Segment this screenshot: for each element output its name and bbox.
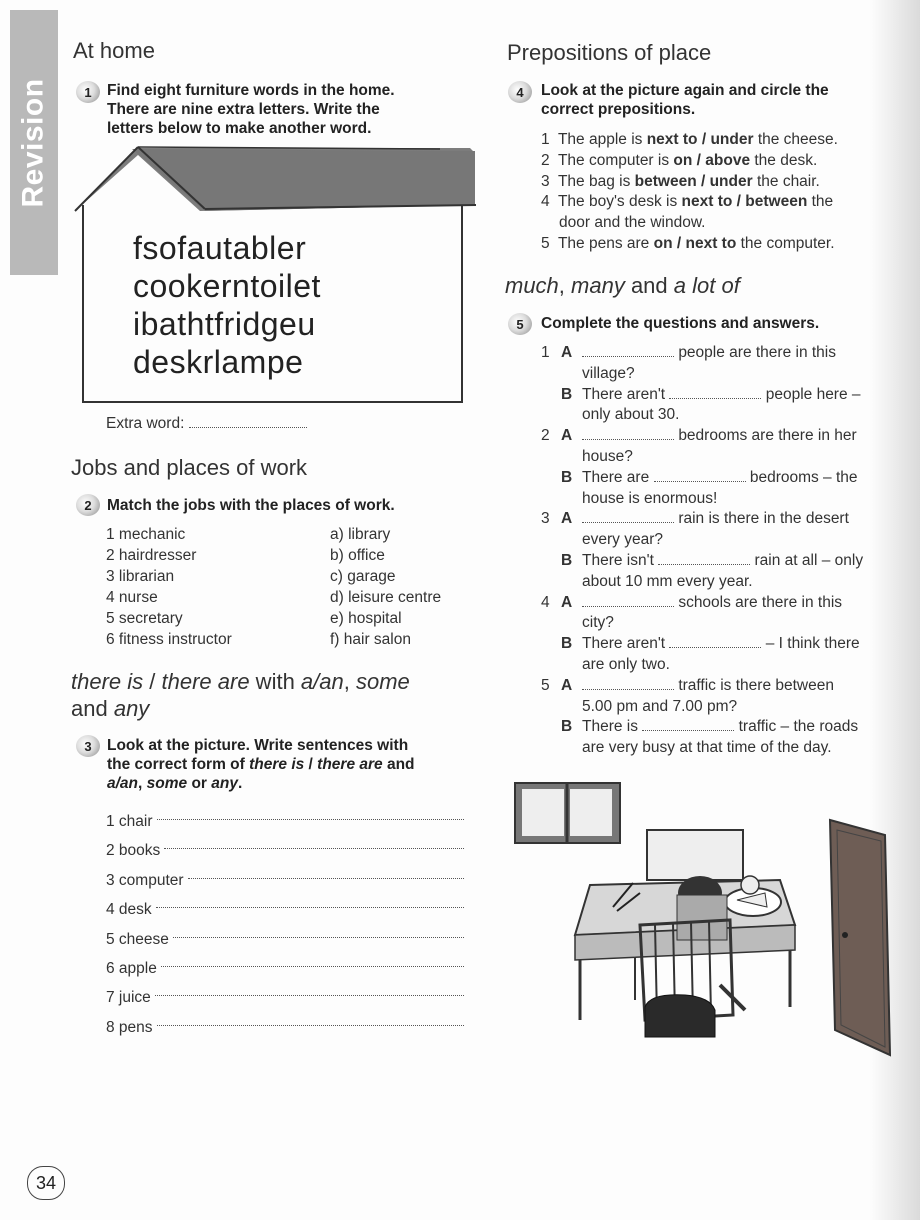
answer-line[interactable] bbox=[582, 510, 674, 523]
answer-line[interactable] bbox=[188, 866, 464, 879]
exercise-5-number: 5 bbox=[508, 313, 532, 335]
answer-line[interactable] bbox=[582, 344, 674, 357]
exercise-5-instruction: Complete the questions and answers. bbox=[541, 315, 820, 332]
answer-row: 6 apple bbox=[106, 954, 464, 983]
answer-line[interactable] bbox=[155, 983, 464, 996]
window-icon bbox=[515, 783, 620, 843]
q1-a: 1 A people are there in this bbox=[541, 344, 836, 361]
answer-row: 7 juice bbox=[106, 983, 464, 1012]
answer-line[interactable] bbox=[582, 677, 674, 690]
q3-a: 3 A rain is there in the desert bbox=[541, 510, 849, 528]
answer-row: 4 desk bbox=[106, 895, 464, 924]
word-puzzle bbox=[133, 229, 321, 381]
heading-much-many: much, many and a lot of bbox=[505, 273, 740, 298]
answer-row: 1 chair bbox=[106, 807, 464, 836]
place-item: f) hair salon bbox=[330, 631, 411, 648]
job-item: 4 nurse bbox=[106, 589, 158, 606]
q4-b: B There aren't – I think there bbox=[561, 635, 860, 653]
q1-b: B There aren't people here – bbox=[561, 385, 861, 403]
extra-word-answer-line[interactable] bbox=[189, 415, 307, 428]
places-list bbox=[330, 524, 441, 650]
answer-line[interactable] bbox=[156, 895, 464, 908]
exercise-3-number: 3 bbox=[76, 735, 100, 757]
answer-line[interactable] bbox=[157, 1013, 464, 1026]
preposition-choice[interactable]: next to / under bbox=[646, 131, 754, 148]
place-item: d) leisure centre bbox=[330, 589, 442, 606]
sentence-1: 1 The apple is next to / under the cheese. bbox=[541, 131, 838, 148]
preposition-choice[interactable]: between / under bbox=[634, 172, 753, 190]
job-item: 2 hairdresser bbox=[106, 547, 197, 564]
sentence-4: 4 The boy's desk is next to / between the bbox=[541, 193, 834, 211]
bag-icon bbox=[645, 995, 715, 1037]
puzzle-row: ibathtfridgeu bbox=[133, 306, 316, 342]
puzzle-row: cookerntoilet bbox=[133, 268, 321, 304]
place-item: a) library bbox=[330, 526, 391, 543]
puzzle-row: deskrlampe bbox=[133, 344, 304, 380]
answer-line[interactable] bbox=[164, 836, 464, 849]
exercise-4-sentences: 1 The apple is next to / under the cheese. 2 The computer is on / above the desk. 3 The bag is between / under the chair. 4 The boy's desk is next to / between the door and the window. 5 The pens are on / next to the computer. bbox=[541, 130, 838, 255]
exercise-1-number: 1 bbox=[76, 81, 100, 103]
heading-at-home: At home bbox=[73, 38, 155, 63]
preposition-choice[interactable]: next to / between bbox=[681, 193, 808, 211]
answer-row: 5 cheese bbox=[106, 925, 464, 954]
exercise-2-instruction: Match the jobs with the places of work. bbox=[107, 497, 395, 514]
q3-b: B There isn't rain at all – only bbox=[561, 551, 864, 569]
exercise-3-items bbox=[106, 807, 464, 1042]
page-number: 34 bbox=[27, 1166, 65, 1200]
job-item: 6 fitness instructor bbox=[106, 631, 232, 648]
jobs-list bbox=[106, 524, 232, 650]
answer-line[interactable] bbox=[173, 925, 464, 938]
exercise-1-instruction: Find eight furniture words in the home. There are nine extra letters. Write the letters below to make another word. bbox=[107, 82, 395, 137]
revision-tab-label: Revision bbox=[17, 77, 51, 208]
place-item: c) garage bbox=[330, 568, 396, 585]
answer-row: 8 pens bbox=[106, 1013, 464, 1042]
exercise-5-dialogues: 1 A people are there in this village? B There aren't people here – only about 30. 2 A bedrooms are there in her house? B There are bedrooms – the house is enormous! 3 A rain is there in the desert every year? B There isn't rain at all – only about 10 mm every year. 4 A schools are there in this city? B There aren't – I think there are only two. 5 A traffic is there between 5.00 pm and 7.00 pm? B There is traffic – the roads are very busy at that time of the day. bbox=[541, 344, 864, 757]
answer-line[interactable] bbox=[642, 718, 734, 731]
q2-a: 2 A bedrooms are there in her bbox=[541, 427, 857, 445]
puzzle-row: fsofautabler bbox=[133, 230, 307, 266]
extra-word-row: Extra word: bbox=[106, 414, 307, 434]
sentence-3: 3 The bag is between / under the chair. bbox=[541, 172, 820, 190]
preposition-choice[interactable]: on / next to bbox=[653, 234, 737, 252]
heading-jobs: Jobs and places of work bbox=[71, 455, 308, 480]
answer-line[interactable] bbox=[157, 807, 464, 820]
answer-row: 2 books bbox=[106, 836, 464, 865]
answer-line[interactable] bbox=[658, 552, 750, 565]
q4-a: 4 A schools are there in this bbox=[541, 593, 843, 611]
answer-line[interactable] bbox=[654, 469, 746, 482]
exercise-2-number: 2 bbox=[76, 494, 100, 516]
q5-b: B There is traffic – the roads bbox=[561, 718, 859, 736]
place-item: b) office bbox=[330, 547, 385, 564]
q2-b: B There are bedrooms – the bbox=[561, 468, 858, 486]
exercise-4-number: 4 bbox=[508, 81, 532, 103]
exercise-4-instruction: Look at the picture again and circle the correct prepositions. bbox=[541, 82, 829, 118]
answer-line[interactable] bbox=[669, 635, 761, 648]
room-illustration bbox=[505, 775, 900, 1075]
answer-row: 3 computer bbox=[106, 866, 464, 895]
answer-line[interactable] bbox=[582, 427, 674, 440]
door-icon bbox=[830, 820, 890, 1055]
preposition-choice[interactable]: on / above bbox=[673, 151, 751, 169]
heading-prepositions: Prepositions of place bbox=[507, 40, 712, 65]
heading-there-is: there is / there are with a/an, some and any bbox=[71, 669, 410, 721]
job-item: 5 secretary bbox=[106, 610, 183, 627]
sentence-2: 2 The computer is on / above the desk. bbox=[541, 151, 818, 169]
sentence-5: 5 The pens are on / next to the computer. bbox=[541, 234, 835, 252]
answer-line[interactable] bbox=[582, 594, 674, 607]
place-item: e) hospital bbox=[330, 610, 402, 627]
job-item: 3 librarian bbox=[106, 568, 175, 585]
q5-a: 5 A traffic is there between bbox=[541, 676, 834, 694]
answer-line[interactable] bbox=[669, 386, 761, 399]
answer-line[interactable] bbox=[161, 954, 464, 967]
job-item: 1 mechanic bbox=[106, 526, 186, 543]
exercise-3-instruction: Look at the picture. Write sentences with the correct form of there is / there are and a/an, some or any. bbox=[107, 737, 415, 792]
